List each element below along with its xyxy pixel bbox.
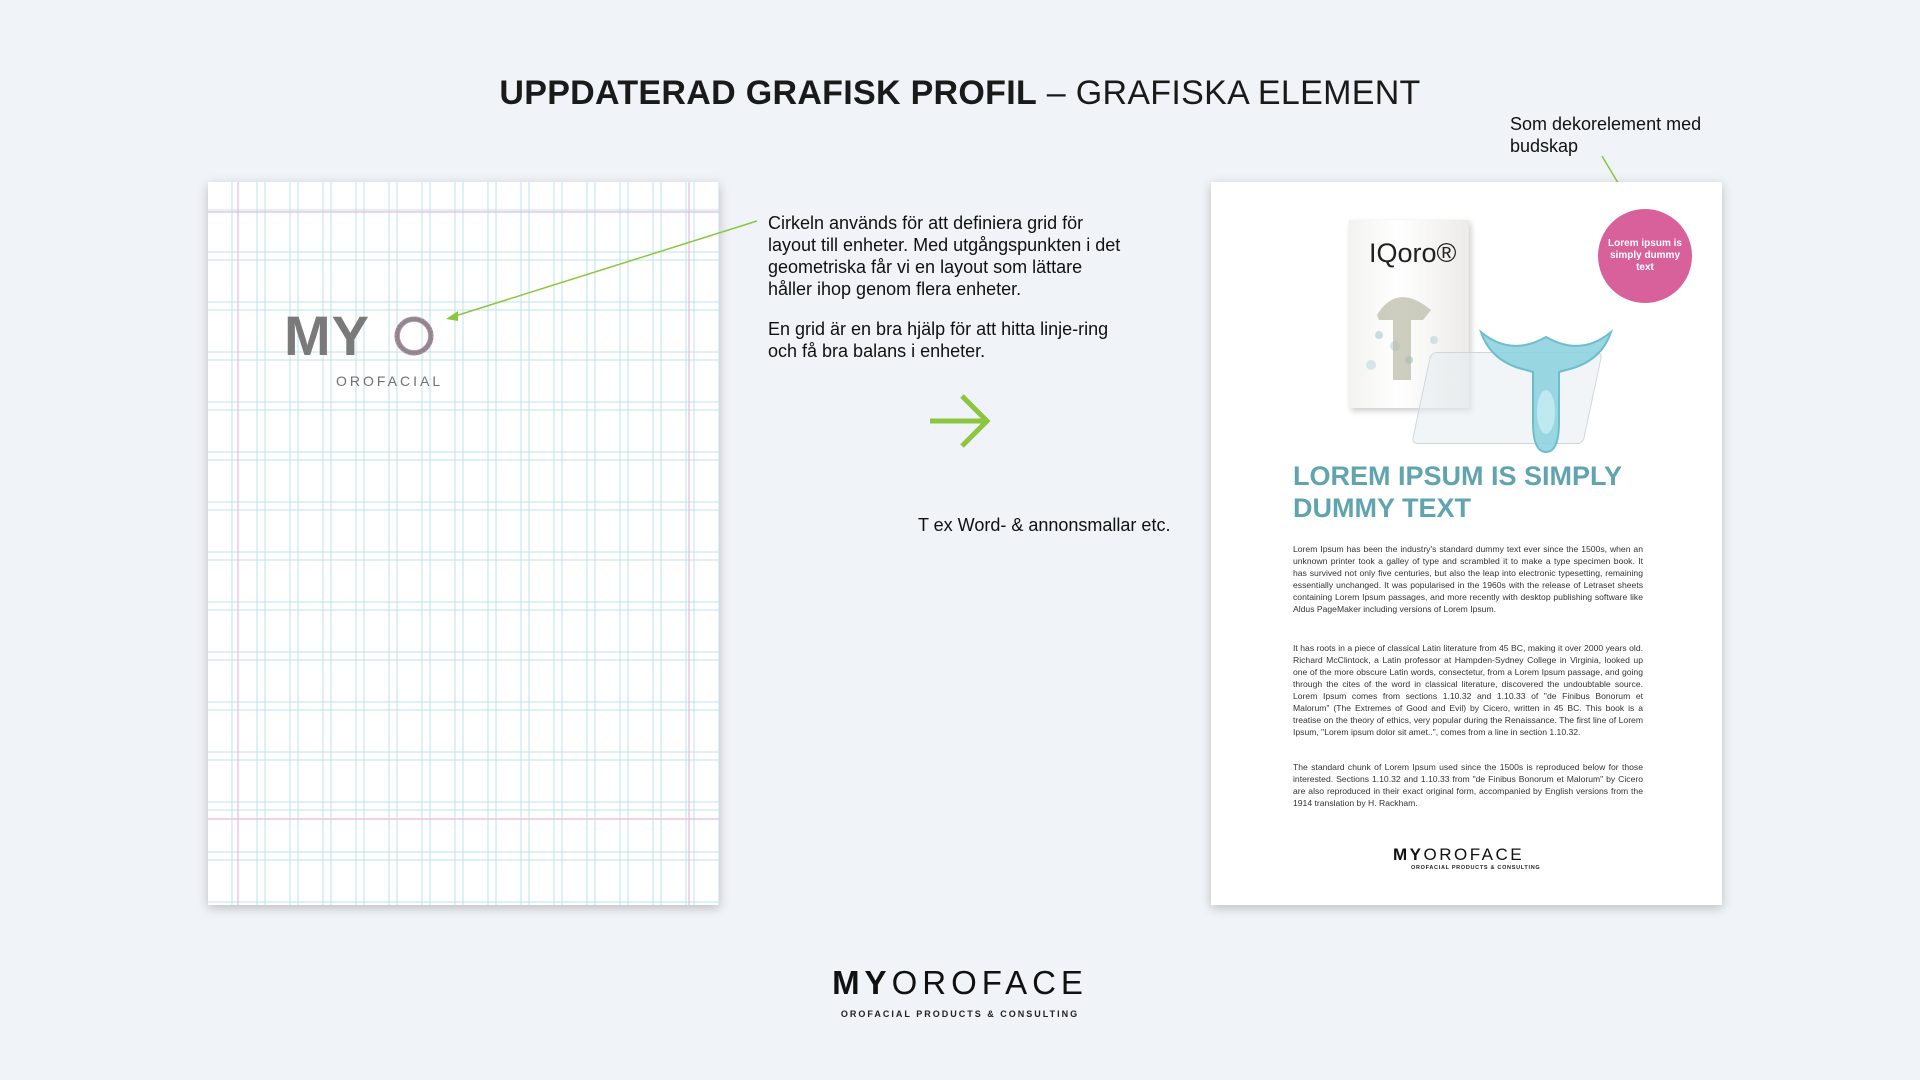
title-bold: UPPDATERAD GRAFISK PROFIL bbox=[499, 74, 1038, 112]
deco-circle-text: Lorem ipsum is simply dummy text bbox=[1608, 238, 1682, 273]
deco-message-circle bbox=[1598, 209, 1692, 303]
body-paragraph-1: Lorem Ipsum has been the industry's standard dummy text ever since the 1500s, when an unknown printer took a galley of type and scrambled it to make a type specimen book. It has survived not only five centuries, but also the leap into electronic typesetting, remaining essentially unchanged. It was popularised in the 1960s with the release of Letraset sheets containing Lorem Ipsum passages, and more recently with desktop publishing software like Aldus PageMaker including versions of Lorem Ipsum. bbox=[1293, 544, 1643, 614]
page-title bbox=[0, 74, 1920, 113]
footer-logo-tagline: OROFACIAL PRODUCTS & CONSULTING bbox=[840, 1009, 1080, 1019]
layout-grid bbox=[208, 182, 719, 905]
product-brand: IQoro® bbox=[1369, 238, 1457, 268]
body-paragraph-2: It has roots in a piece of classical Latin literature from 45 BC, making it over 2000 years old. Richard McClintock, a Latin professor at Hampden-Sydney College in Virginia, looked up one of the more obscure Latin words, consectetur, from a Lorem Ipsum passage, and going through the cites of the word in classical literature, discovered the undoubtable source. Lorem Ipsum comes from sections 1.10.32 and 1.10.33 of "de Finibus Bonorum et Malorum" (The Extremes of Good and Evil) by Cicero, written in 45 BC. This book is a treatise on the theory of ethics, very popular during the Renaissance. The first line of Lorem Ipsum, "Lorem ipsum dolor sit amet..", comes from a line in section 1.10.32. bbox=[1293, 643, 1643, 737]
footer-logo-light: OROFACE bbox=[891, 964, 1088, 1001]
document-logo bbox=[1393, 845, 1524, 865]
grid-layout-page bbox=[208, 182, 719, 905]
footer-logo-bold: MY bbox=[832, 964, 892, 1001]
myo-logo-letters bbox=[284, 306, 370, 366]
document-logo-bold: MY bbox=[1393, 845, 1424, 864]
myo-logo-mark bbox=[284, 304, 434, 368]
body-paragraph-3: The standard chunk of Lorem Ipsum used since the 1500s is reproduced below for those interested. Sections 1.10.32 and 1.10.33 from "de Finibus Bonorum et Malorum" by Cicero are also reproduced in their exact original form, accompanied by English versions from the 1914 translation by H. Rackham. bbox=[1293, 762, 1643, 808]
myo-logo-text: MY bbox=[284, 304, 370, 367]
iqoro-device-icon bbox=[1471, 302, 1621, 462]
document-template-page bbox=[1211, 182, 1722, 905]
annotation-templates: T ex Word- & annonsmallar etc. bbox=[918, 515, 1171, 535]
annotation-deco: Som dekorelement med budskap bbox=[1510, 114, 1702, 156]
document-headline: LOREM IPSUM IS SIMPLY DUMMY TEXT bbox=[1293, 461, 1622, 523]
title-light: – GRAFISKA ELEMENT bbox=[1037, 74, 1421, 112]
grid-circle-icon bbox=[394, 316, 434, 356]
annotation-grid: En grid är en bra hjälp för att hitta linje-ring och få bra balans i enheter. bbox=[768, 319, 1109, 361]
annotation-circle: Cirkeln används för att definiera grid för layout till enheter. Med utgångspunkten i det geometriska får vi en layout som lättare håller ihop genom flera enheter. bbox=[768, 213, 1121, 299]
document-logo-light: OROFACE bbox=[1423, 845, 1525, 864]
footer-logo bbox=[0, 964, 1920, 1002]
document-logo-tagline: OROFACIAL PRODUCTS & CONSULTING bbox=[1411, 865, 1541, 871]
arrow-right-icon bbox=[930, 396, 987, 446]
myo-logo-subtitle: OROFACIAL bbox=[336, 373, 444, 389]
